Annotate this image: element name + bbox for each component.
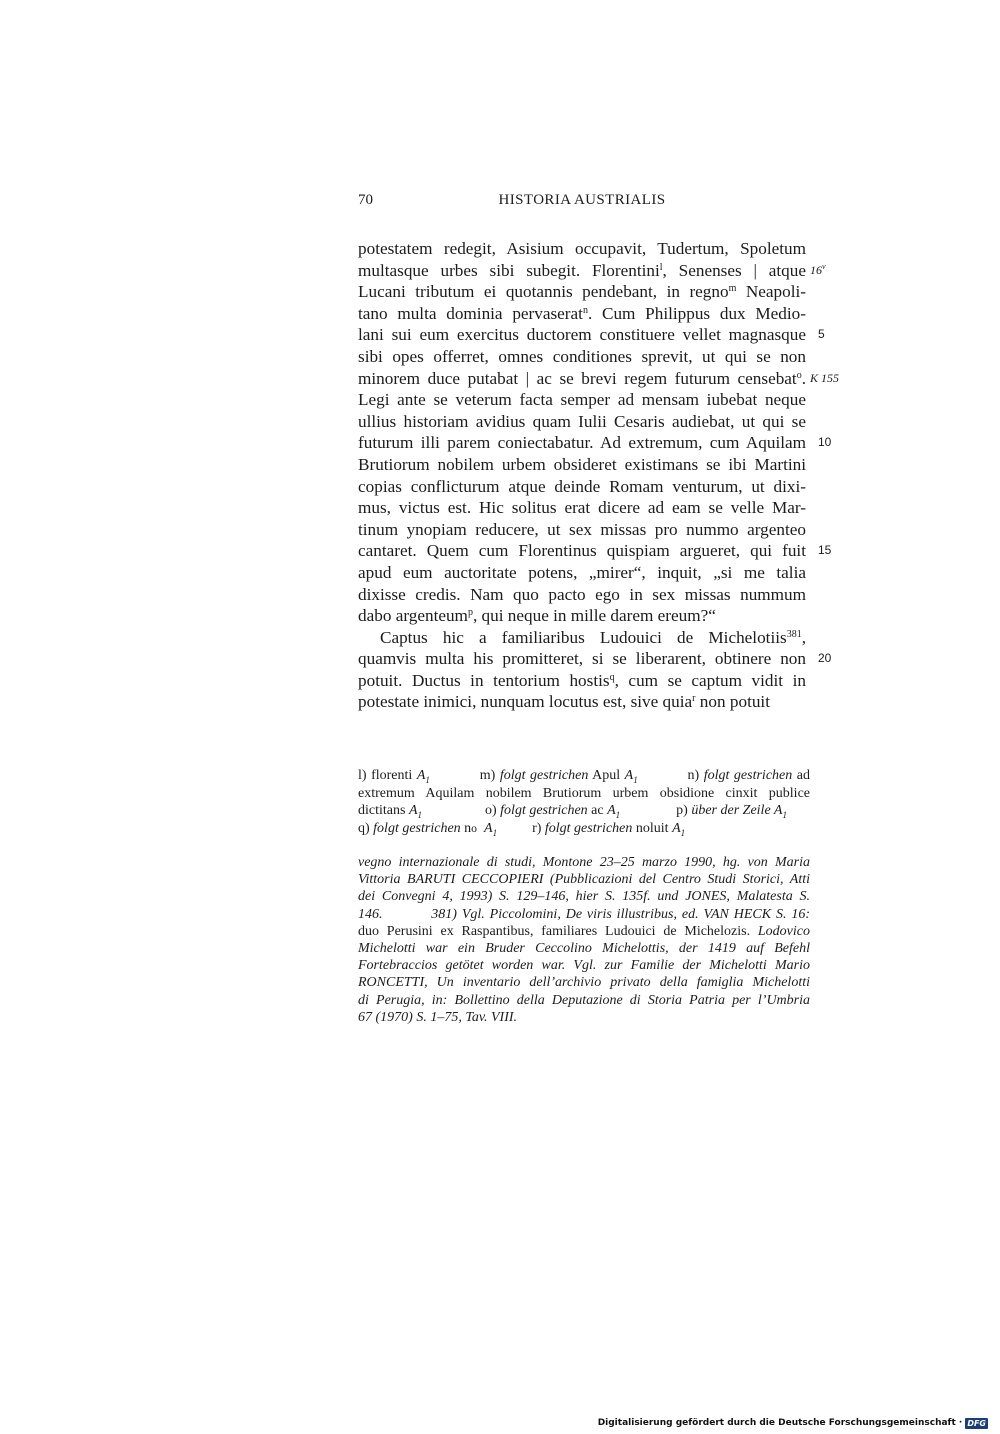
text-line: minorem duce putabat | ac se brevi regem futurum censebat$^o$. K 155	[358, 368, 840, 388]
page-number: 70	[358, 192, 373, 208]
text-line: dabo argenteum$^p$, qui neque in mille darem ereum?“	[358, 606, 716, 626]
note-line: 146. 381) Vgl. Piccolomini, De viris illustribus, ed. VAN HECK S. 16:	[358, 906, 810, 922]
note-line: Vittoria BARUTI CECCOPIERI (Pubblicazioni del Centro Studi Storici, Atti	[358, 872, 810, 888]
text-line: copias conflicturum atque deinde Romam venturum, ut dixi-	[358, 476, 806, 496]
note-line: duo Perusini ex Raspantibus, familiares Ludouici de Michelozis. Lodovico	[358, 923, 810, 939]
apparatus-line: l) florenti $A_1$ m) folgt gestrichen Apul $A_1$ n) folgt gestrichen ad	[358, 768, 811, 785]
k-page-note: K 155	[810, 370, 840, 385]
text-line: Lucani tributum ei quotannis pendebant, in regno$^m$ Neapoli-	[358, 282, 806, 302]
apparatus-line: extremum Aquilam nobilem Brutiorum urbem obsidione cinxit publice	[358, 785, 810, 801]
note-line: 67 (1970) S. 1–75, Tav. VIII.	[358, 1009, 518, 1025]
text-line: tinum ynopiam reducere, ut sex missas pro nummo argenteo	[358, 519, 806, 539]
footnotes	[358, 854, 810, 1026]
text-line: multasque urbes sibi subegit. Florentini$^l$, Senenses | atque 16$^v$	[358, 260, 826, 280]
text-line: dixisse credis. Nam quo pacto ego in sex missas nummum	[358, 584, 806, 604]
dfg-footer	[598, 1416, 988, 1430]
text-line: potuit. Ductus in tentorium hostis$^q$, cum se captum vidit in	[358, 670, 806, 690]
dfg-logo-icon: DFG	[967, 1418, 986, 1428]
text-line: sibi opes offerret, omnes conditiones sprevit, ut qui se non	[358, 346, 806, 366]
note-line: di Perugia, in: Bollettino della Deputazione di Storia Patria per l’Umbria	[358, 992, 810, 1008]
line-number: 20	[818, 651, 832, 666]
text-line: Captus hic a familiaribus Ludouici de Michelotiis$^{381}$,	[380, 627, 806, 647]
text-line: mus, victus est. Hic solitus erat dicere ad eam se velle Mar-	[358, 498, 806, 518]
critical-apparatus	[358, 767, 810, 837]
text-line: ullius historiam avidius quam Iulii Cesaris audiebat, ut qui se	[358, 411, 806, 431]
text-line: apud eum auctoritate potens, „mirer“, inquit, „si me talia	[358, 562, 806, 582]
line-number: 5	[818, 327, 825, 342]
note-line: Fortebraccios getötet worden war. Vgl. zur Familie der Michelotti Mario	[358, 958, 810, 974]
running-head: HISTORIA AUSTRIALIS	[498, 192, 666, 208]
text-line: futurum illi parem coniectabatur. Ad extremum, cum Aquilam 10	[358, 433, 832, 453]
footer-text: Digitalisierung gefördert durch die Deutsche Forschungsgemeinschaft ·	[597, 1418, 963, 1428]
note-line: RONCETTI, Un inventario dell’archivio privato della famiglia Michelotti	[358, 975, 810, 991]
text-line: potestatem redegit, Asisium occupavit, Tudertum, Spoletum	[358, 239, 806, 258]
line-number: 15	[818, 543, 832, 558]
text-line: potestate inimici, nunquam locutus est, sive quia$^r$ non potuit	[358, 692, 770, 712]
note-line: Michelotti war ein Bruder Ceccolino Michelottis, der 1419 auf Befehl	[358, 940, 810, 956]
note-line: vegno internazionale di studi, Montone 23–25 marzo 1990, hg. von Maria	[358, 855, 810, 870]
text-line: Brutiorum nobilem urbem obsideret existimans se ibi Martini	[358, 454, 806, 474]
page-header	[358, 192, 806, 214]
text-line: tano multa dominia pervaserat$^n$. Cum Philippus dux Medio-	[358, 303, 806, 323]
main-text	[358, 238, 840, 713]
folio-note: 16$^v$	[810, 261, 826, 277]
text-line: Legi ante se veterum facta semper ad mensam iubebat neque	[358, 390, 806, 410]
line-number: 10	[818, 435, 832, 450]
text-line: lani sui eum exercitus ductorem constituere vellet magnasque 5	[358, 325, 825, 345]
text-line: quamvis multa his promitteret, si se liberarent, obtinere non 20	[358, 649, 832, 669]
text-line: cantaret. Quem cum Florentinus quispiam argueret, qui fuit 15	[358, 541, 832, 561]
apparatus-line: dictitans $A_1$ o) folgt gestrichen ac $A_1$ p) über der Zeile $A_1$	[358, 803, 787, 820]
note-line: dei Convegni 4, 1993) S. 129–146, hier S. 135f. und JONES, Malatesta S.	[358, 889, 810, 905]
apparatus-line: q) folgt gestrichen no $A_1$ r) folgt gestrichen noluit $A_1$	[358, 820, 686, 838]
